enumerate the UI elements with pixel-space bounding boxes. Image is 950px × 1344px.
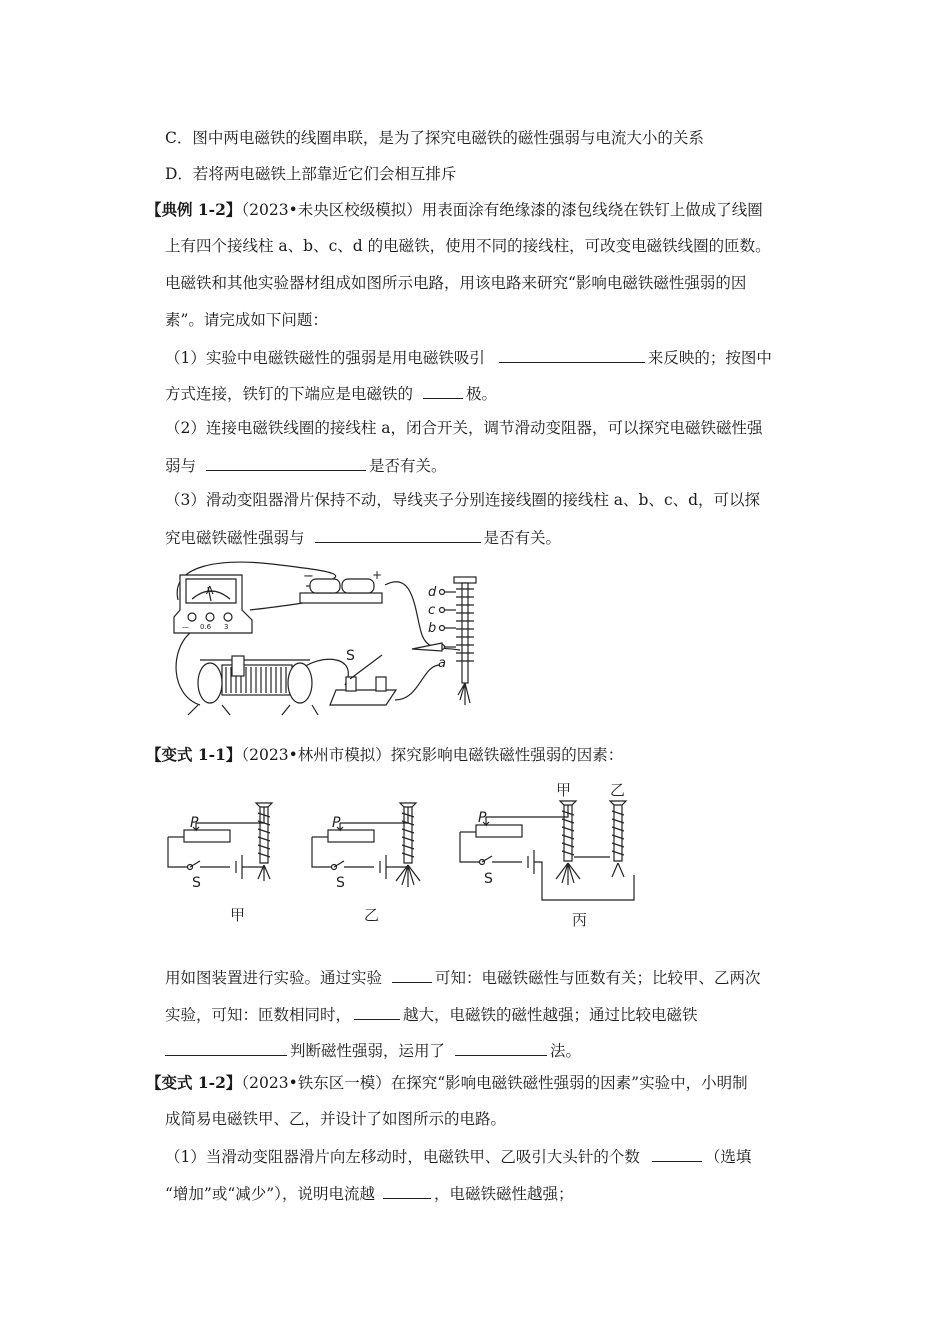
example-1-2-line-2: 上有四个接线柱 a、b、c、d 的电磁铁，使用不同的接线柱，可改变电磁铁线圈的匝数。 [165,237,771,255]
variant-1-1-label: 【变式 1-1】 [146,745,242,764]
setup-jia [168,803,272,881]
answer-blank[interactable] [455,1039,547,1056]
bolt-icon [256,803,272,881]
setup-yi [312,803,420,887]
switch-label: S [346,648,355,664]
answer-blank[interactable] [499,346,645,363]
ammeter-scale-0.6: 0.6 [200,623,212,631]
variant-1-2-line-1: 【变式 1-2】（2023•铁东区一模）在探究“影响电磁铁磁性强弱的因素”实验中，小明制 [146,1073,748,1092]
example-1-2-q1-line-1: （1）实验中电磁铁磁性的强弱是用电磁铁吸引 来反映的；按图中 [165,346,772,368]
terminal-c: c [428,603,436,618]
option-d: D．若将两电磁铁上部靠近它们会相互排斥 [165,165,457,183]
example-1-2-q3-line-2: 究电磁铁磁性强弱与 是否有关。 [165,526,561,548]
variant-1-2-line-2: 成简易电磁铁甲、乙，并设计了如图所示的电路。 [165,1110,507,1128]
answer-blank[interactable] [383,1182,431,1199]
example-1-2-q3-line-1: （3）滑动变阻器滑片保持不动，导线夹子分别连接线圈的接线柱 a、b、c、d，可以探 [165,491,761,509]
electromagnet-jia-label: 甲 [556,781,572,799]
example-1-2-label: 【典例 1-2】 [146,200,242,219]
variant-1-1-title: 【变式 1-1】（2023•林州市模拟）探究影响电磁铁磁性强弱的因素： [146,745,624,764]
caption-jia: 甲 [230,906,246,924]
slider-p-jia: P [190,815,199,831]
example-1-2-line-1: 【典例 1-2】（2023•未央区校级模拟）用表面涂有绝缘漆的漆包线绕在铁钉上做成了线圈 [146,200,763,219]
terminal-a: a [438,656,446,671]
variant-1-2-label: 【变式 1-2】 [146,1073,242,1092]
variant-1-2-q1-line-2: “增加”或“减少”），说明电流越 ，电磁铁磁性越强； [165,1182,573,1204]
wire [395,665,440,700]
variant-1-1-line-3: 判断磁性强弱，运用了 法。 [165,1039,581,1061]
variant-1-2-q1-line-1: （1）当滑动变阻器滑片向左移动时，电磁铁甲、乙吸引大头针的个数 （选填 [165,1145,751,1167]
option-c: C．图中两电磁铁的线圈串联，是为了探究电磁铁的磁性强弱与电流大小的关系 [165,129,704,147]
electromagnet-yi-label: 乙 [610,781,626,799]
switch-s-jia: S [192,875,201,891]
answer-blank[interactable] [652,1145,702,1162]
slider-p-yi: P [332,815,341,831]
electromagnet-comparison-figure [160,775,650,935]
ammeter-minus: — [182,623,189,631]
electromagnet-circuit-figure [160,555,500,720]
answer-blank[interactable] [423,382,463,399]
terminal-b: b [428,621,437,636]
variant-1-1-line-1: 用如图装置进行实验。通过实验 可知：电磁铁磁性与匝数有关；比较甲、乙两次 [165,966,761,988]
battery-minus: − [303,569,314,584]
example-1-2-q2-line-2: 弱与 是否有关。 [165,454,447,476]
switch-s-bing: S [484,871,493,887]
answer-blank[interactable] [165,1039,287,1056]
example-1-2-line-4: 素”。请完成如下问题： [165,311,328,329]
switch-icon [330,655,396,705]
slider-p-bing: P [478,810,487,826]
caption-yi: 乙 [364,906,380,924]
answer-blank[interactable] [206,454,366,471]
variant-1-1-line-2: 实验，可知：匝数相同时， 越大，电磁铁的磁性越强；通过比较电磁铁 [165,1003,698,1025]
electromagnet-icon [412,577,476,705]
switch-s-yi: S [336,875,345,891]
ammeter-scale-3: 3 [224,623,229,631]
bolt-icon [610,801,626,877]
wire [176,633,200,705]
caption-bing: 丙 [572,911,588,929]
answer-blank[interactable] [315,526,481,543]
battery-plus: + [372,568,383,582]
terminal-d: d [428,585,437,600]
example-1-2-q2-line-1: （2）连接电磁铁线圈的接线柱 a，闭合开关，调节滑动变阻器，可以探究电磁铁磁性强 [165,419,763,437]
ammeter-label: A [206,584,214,597]
answer-blank[interactable] [354,1003,400,1020]
example-1-2-q1-line-2: 方式连接，铁钉的下端应是电磁铁的 极。 [165,382,497,404]
answer-blank[interactable] [392,966,432,983]
rheostat-icon [188,656,318,715]
bolt-icon [396,803,420,887]
bolt-icon [556,801,580,885]
example-1-2-line-3: 电磁铁和其他实验器材组成如图所示电路，用该电路来研究“影响电磁铁磁性强弱的因 [165,274,747,292]
